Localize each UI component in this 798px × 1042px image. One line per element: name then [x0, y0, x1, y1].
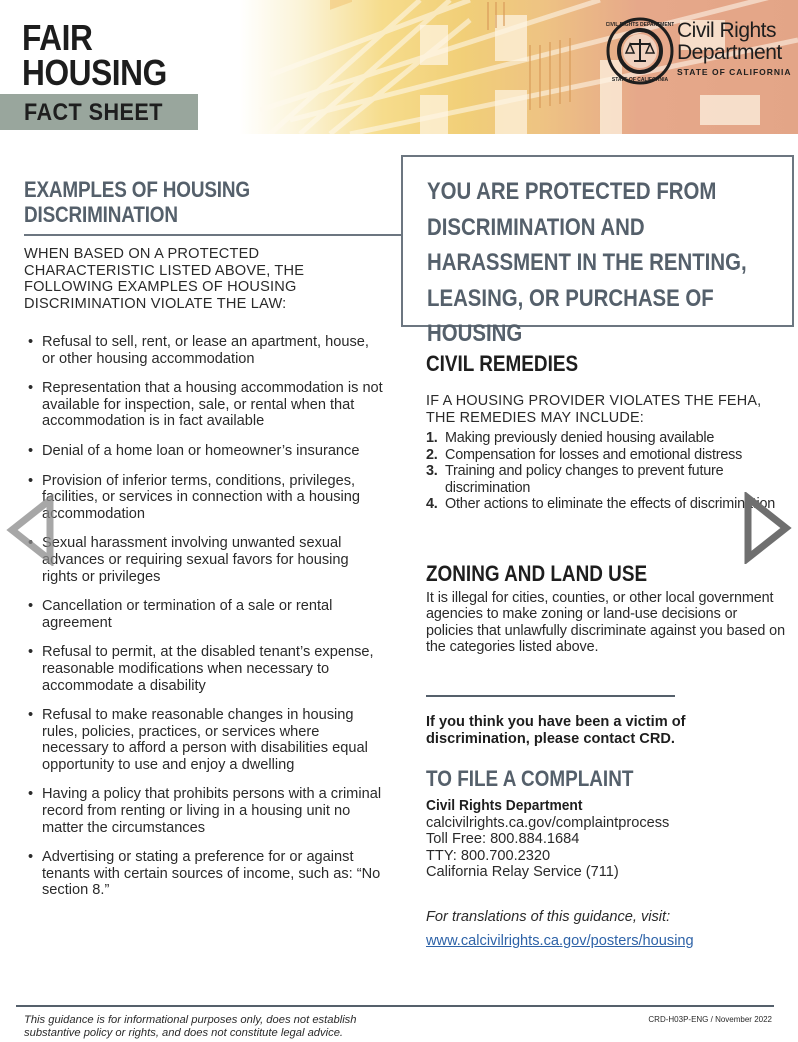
- bullet-icon: •: [28, 786, 34, 803]
- example-text: Denial of a home loan or homeowner’s insurance: [42, 442, 360, 459]
- list-item: [24, 644, 384, 694]
- item-number: 1.: [426, 430, 438, 446]
- bullet-icon: •: [28, 849, 34, 866]
- header-banner: [0, 0, 798, 134]
- list-item: [426, 430, 786, 447]
- example-text: Refusal to sell, rent, or lease an apartment, house, or other housing accommodation: [42, 334, 369, 367]
- protection-callout-box: [401, 155, 794, 347]
- list-item: [24, 849, 384, 899]
- list-item: [24, 707, 384, 773]
- translations-label: For translations of this guidance, visit:: [426, 909, 671, 925]
- example-text: Provision of inferior terms, conditions, privileges, facilities, or services in connection with a housing accommodation: [42, 472, 360, 522]
- crd-seal-icon: [606, 17, 674, 85]
- examples-intro: WHEN BASED ON A PROTECTED CHARACTERISTIC LISTED ABOVE, THE FOLLOWING EXAMPLES OF HOUSING DISCRIMINATION VIOLATE THE LAW:: [24, 246, 305, 312]
- file-complaint-heading: TO FILE A COMPLAINT: [426, 766, 634, 791]
- list-item: [24, 443, 384, 460]
- previous-page-button[interactable]: [6, 494, 54, 566]
- remedy-text: Compensation for losses and emotional distress: [445, 446, 743, 463]
- list-item: [24, 334, 384, 367]
- list-item: [24, 786, 384, 836]
- zoning-heading: ZONING AND LAND USE: [426, 561, 648, 586]
- bullet-icon: •: [28, 472, 34, 489]
- tty-number: TTY: 800.700.2320: [426, 847, 551, 864]
- list-item: [24, 598, 384, 631]
- remedy-text: Other actions to eliminate the effects of discrimination: [445, 496, 776, 513]
- toll-free-number: Toll Free: 800.884.1684: [426, 831, 580, 848]
- protection-statement: YOU ARE PROTECTED FROM DISCRIMINATION AND HARASSMENT IN THE RENTING, LEASING, OR PURCHASE OF HOUSING: [427, 178, 747, 347]
- example-text: Refusal to permit, at the disabled tenant’s expense, reasonable modifications when necessary to accommodate a disability: [42, 644, 374, 694]
- bullet-icon: •: [28, 334, 34, 350]
- heading-divider: [24, 234, 402, 236]
- list-item: [426, 463, 786, 496]
- triangle-right-outline-icon: [748, 498, 786, 558]
- title-housing: HOUSING: [22, 52, 167, 93]
- list-item: [426, 447, 786, 464]
- agency-name-line2: Department: [677, 41, 782, 64]
- relay-service: California Relay Service (711): [426, 864, 619, 881]
- document-code: CRD-H03P-ENG / November 2022: [648, 1015, 772, 1024]
- list-item: [426, 496, 786, 513]
- bullet-icon: •: [28, 535, 34, 552]
- list-item: [24, 473, 384, 523]
- next-page-button[interactable]: [742, 492, 792, 564]
- triangle-left-outline-icon: [12, 500, 50, 560]
- agency-name-line1: Civil Rights: [677, 19, 777, 42]
- fact-sheet-label: FACT SHEET: [24, 99, 163, 126]
- svg-text:CIVIL RIGHTS DEPARTMENT: CIVIL RIGHTS DEPARTMENT: [606, 22, 674, 28]
- bullet-icon: •: [28, 644, 34, 661]
- civil-remedies-heading: CIVIL REMEDIES: [426, 351, 579, 376]
- item-number: 3.: [426, 463, 438, 480]
- zoning-text: It is illegal for cities, counties, or other local government agencies to make zoning or land-use decisions or policies that unlawfully discriminate against you based on the categories listed above.: [426, 590, 785, 655]
- examples-heading: EXAMPLES OF HOUSING DISCRIMINATION: [24, 177, 250, 227]
- contact-organization: Civil Rights Department: [426, 797, 583, 814]
- complaint-web[interactable]: calcivilrights.ca.gov/complaintprocess: [426, 814, 670, 831]
- remedy-text: Making previously denied housing available: [445, 430, 715, 446]
- bullet-icon: •: [28, 598, 34, 615]
- example-text: Advertising or stating a preference for or against tenants with certain sources of income, such as: “No section 8.”: [42, 849, 381, 899]
- example-text: Having a policy that prohibits persons with a criminal record from renting or living in a housing unit no matter the circumstances: [42, 786, 382, 836]
- remedies-list: [426, 430, 786, 513]
- list-item: [24, 380, 384, 430]
- section-divider: [426, 695, 675, 697]
- example-text: Sexual harassment involving unwanted sexual advances or requiring sexual favors for housing rights or privileges: [42, 535, 349, 585]
- list-item: [24, 535, 384, 585]
- discrimination-examples-list: [24, 334, 384, 912]
- example-text: Cancellation or termination of a sale or rental agreement: [42, 598, 333, 631]
- example-text: Representation that a housing accommodation is not available for inspection, sale, or rental when that accommodation is in fact available: [42, 380, 383, 430]
- victim-notice: If you think you have been a victim of discrimination, please contact CRD.: [426, 714, 686, 747]
- example-text: Refusal to make reasonable changes in housing rules, policies, practices, or services where necessary to afford a person with disabilities equal opportunity to use and enjoy a dwelling: [42, 707, 368, 773]
- title-fair: FAIR: [22, 17, 93, 58]
- bullet-icon: •: [28, 380, 34, 397]
- item-number: 4.: [426, 496, 438, 513]
- footer-disclaimer: This guidance is for informational purposes only, does not establish substantive policy or rights, and does not constitute legal advice.: [24, 1014, 357, 1040]
- remedies-intro: IF A HOUSING PROVIDER VIOLATES THE FEHA, THE REMEDIES MAY INCLUDE:: [426, 393, 762, 426]
- item-number: 2.: [426, 446, 438, 463]
- bullet-icon: •: [28, 707, 34, 724]
- translations-link[interactable]: www.calcivilrights.ca.gov/posters/housing: [426, 933, 694, 949]
- agency-state: STATE OF CALIFORNIA: [677, 67, 792, 77]
- remedy-text: Training and policy changes to prevent future discrimination: [445, 463, 724, 496]
- contact-info: [426, 798, 786, 881]
- footer-divider: [16, 1005, 774, 1007]
- svg-text:STATE OF CALIFORNIA: STATE OF CALIFORNIA: [611, 77, 669, 83]
- bullet-icon: •: [28, 442, 34, 459]
